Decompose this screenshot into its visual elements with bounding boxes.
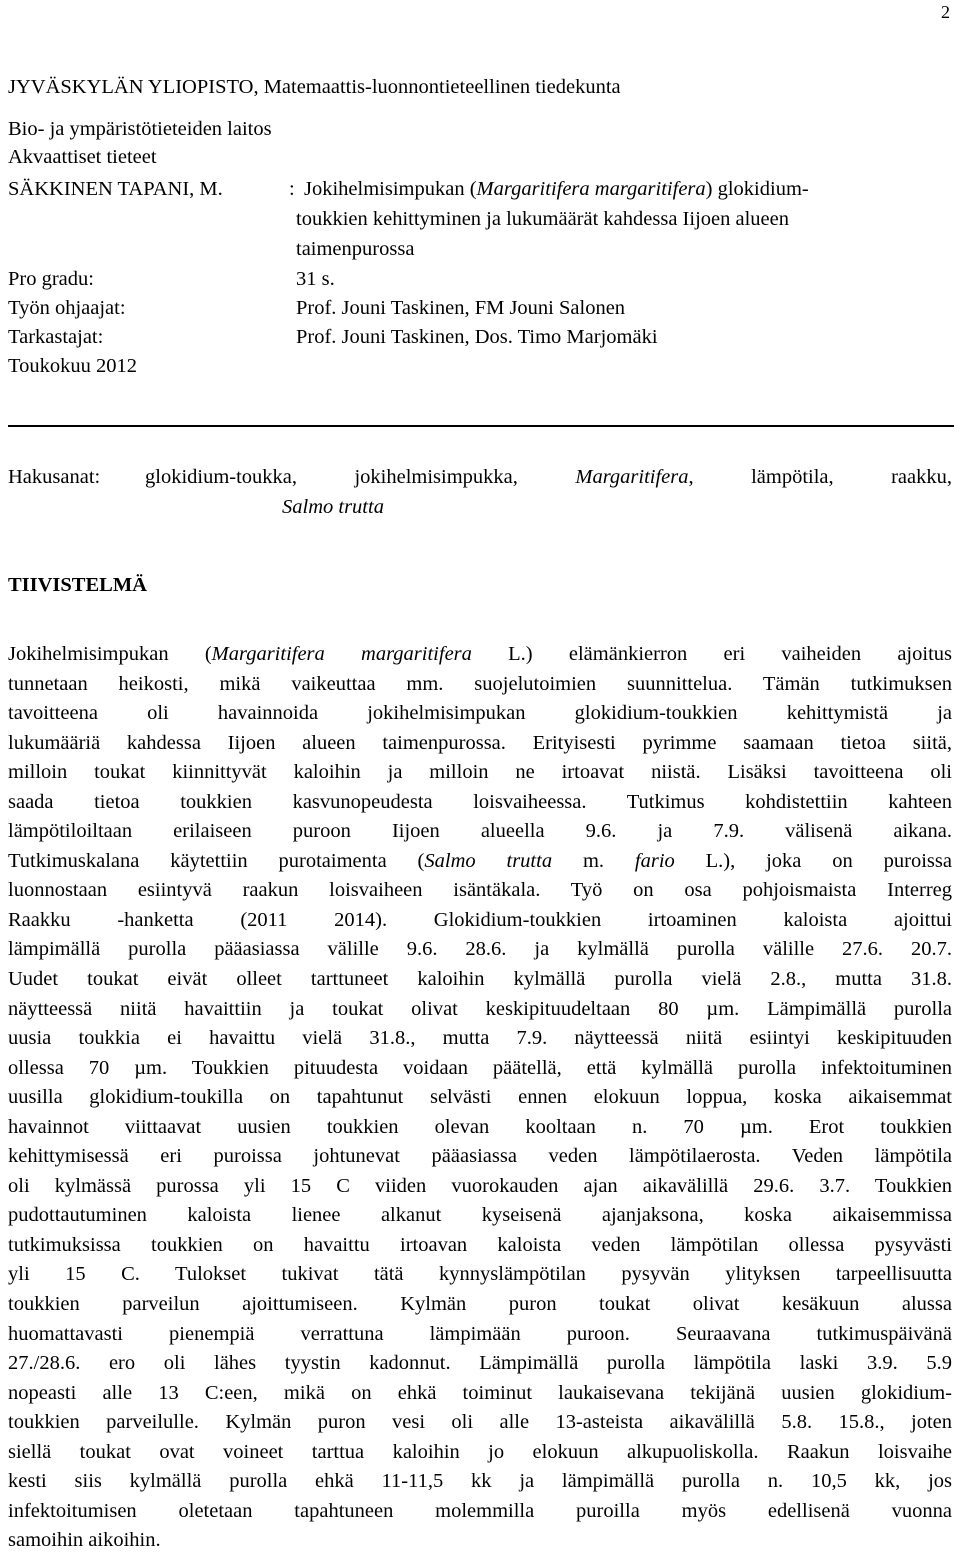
author-name: SÄKKINEN TAPANI, M. [8, 178, 223, 200]
meta-label: Työn ohjaajat: [8, 297, 126, 319]
programme-line: Akvaattiset tieteet [8, 146, 157, 168]
abstract-line: toukkien parveilulle. Kylmän puron vesi oli alle 13-asteista aikavälillä 5.8. 15.8., joten [8, 1411, 952, 1434]
keywords-continuation: Salmo trutta [282, 496, 384, 518]
section-title: TIIVISTELMÄ [8, 574, 147, 596]
species-name: Margaritifera margaritifera [476, 178, 706, 200]
keywords-text: glokidium-toukka, jokihelmisimpukka, Margaritifera, lämpötila, raakku, [145, 466, 953, 488]
meta-label: Tarkastajat: [8, 326, 104, 348]
meta-row-supervisors [8, 293, 952, 322]
abstract-line: näytteessä niitä havaittiin ja toukat olivat keskipituudeltaan 80 µm. Lämpimällä purolla [8, 997, 952, 1020]
abstract-line: oli kylmässä purossa yli 15 C viiden vuorokauden ajan aikavälillä 29.6. 3.7. Toukkien [8, 1174, 952, 1197]
abstract-line: Raakku -hanketta (2011 2014). Glokidium-toukkien irtoaminen kaloista ajoittui [8, 908, 952, 931]
abstract-line: nopeasti alle 13 C:een, mikä on ehkä toiminut laukaisevana tekijänä uusien glokidium- [8, 1381, 952, 1404]
abstract-line: ollessa 70 µm. Toukkien pituudesta voidaan päätellä, että kylmällä purolla infektoituminen [8, 1056, 952, 1079]
abstract-line: 27./28.6. ero oli lähes tyystin kadonnut. Lämpimällä purolla lämpötila laski 3.9. 5.9 [8, 1352, 952, 1375]
meta-value: 31 s. [296, 268, 335, 290]
abstract-line: yli 15 C. Tulokset tukivat tätä kynnyslämpötilan pysyvän ylityksen tarpeellisuutta [8, 1263, 952, 1286]
abstract-line: siellä toukat ovat voineet tarttua kaloihin jo elokuun alkupuoliskolla. Raakun loisvaihe [8, 1440, 952, 1463]
thesis-title-line-2: toukkien kehittyminen ja lukumäärät kahdessa Iijoen alueen [296, 208, 789, 230]
abstract-line: luonnostaan esiintyvä raakun loisvaiheen isäntäkala. Työ on osa pohjoismaista Interreg [8, 879, 952, 902]
abstract-line: milloin toukat kiinnittyvät kaloihin ja milloin ne irtoavat niistä. Lisäksi tavoitteena oli [8, 761, 952, 784]
date-line: Toukokuu 2012 [8, 355, 137, 377]
abstract-line: infektoitumisen oletetaan tapahtuneen molemmilla puroilla myös edellisenä vuonna [8, 1499, 952, 1522]
abstract-line: Uudet toukat eivät olleet tarttuneet kaloihin kylmällä purolla vielä 2.8., mutta 31.8. [8, 968, 952, 991]
abstract-body [8, 639, 952, 1555]
abstract-line: huomattavasti pienempiä verrattuna lämpimään puroon. Seuraavana tutkimuspäivänä [8, 1322, 952, 1345]
abstract-line: tutkimuksissa toukkien on havaittu irtoavan kaloista veden lämpötilan ollessa pysyvästi [8, 1233, 952, 1256]
meta-row-examiners [8, 322, 952, 351]
meta-value: Prof. Jouni Taskinen, Dos. Timo Marjomäki [296, 326, 658, 348]
abstract-line: lukumääriä kahdessa Iijoen alueen taimenpurossa. Erityisesti pyrimme saamaan tietoa siitä, [8, 731, 952, 754]
thesis-header [8, 72, 952, 381]
abstract-line: Jokihelmisimpukan (Margaritifera margaritifera L.) elämänkierron eri vaiheiden ajoitus [8, 643, 952, 665]
abstract-line: Tutkimuskalana käytettiin purotaimenta (Salmo trutta m. fario L.), joka on puroissa [8, 849, 952, 872]
divider [8, 425, 954, 427]
abstract-line: toukkien parveilun ajoittumiseen. Kylmän puron toukat olivat kesäkuun alussa [8, 1293, 952, 1316]
meta-row-pro-gradu [8, 264, 952, 293]
thesis-title-line-3: taimenpurossa [296, 238, 415, 260]
page-number: 2 [941, 2, 950, 22]
abstract-line: tunnetaan heikosti, mikä vaikeuttaa mm. suojelutoimien suunnittelua. Tämän tutkimuksen [8, 672, 952, 695]
keywords-label: Hakusanat: [8, 466, 101, 488]
meta-value: Prof. Jouni Taskinen, FM Jouni Salonen [296, 297, 626, 319]
thesis-title-line-1: Jokihelmisimpukan (Margaritifera margaritifera) glokidium- [304, 178, 809, 200]
meta-label: Pro gradu: [8, 268, 94, 290]
abstract-line: samoihin aikoihin. [8, 1529, 161, 1552]
abstract-line: lämpimällä purolla pääasiassa välille 9.6. 28.6. ja kylmällä purolla välille 27.6. 20.7. [8, 938, 952, 961]
department-line: Bio- ja ympäristötieteiden laitos [8, 118, 272, 140]
abstract-line: saada tietoa toukkien kasvunopeudesta loisvaiheessa. Tutkimus kohdistettiin kahteen [8, 790, 952, 813]
abstract-line: lämpötiloiltaan erilaiseen puroon Iijoen alueella 9.6. ja 7.9. välisenä aikana. [8, 820, 952, 843]
abstract-line: tavoitteena oli havainnoida jokihelmisimpukan glokidium-toukkien kehittymistä ja [8, 702, 952, 725]
author-title-row [8, 174, 952, 204]
abstract-line: havainnot viittaavat uusien toukkien olevan kooltaan n. 70 µm. Erot toukkien [8, 1115, 952, 1138]
author-colon: : [289, 178, 295, 200]
abstract-line: kehittymisessä eri puroissa johtunevat pääasiassa veden lämpötilaerosta. Veden lämpötila [8, 1145, 952, 1168]
keywords-block [8, 462, 952, 522]
abstract-line: kesti siis kylmällä purolla ehkä 11-11,5 kk ja lämpimällä purolla n. 10,5 kk, jos [8, 1470, 952, 1493]
abstract-line: uusilla glokidium-toukilla on tapahtunut selvästi ennen elokuun loppua, koska aikaisemmat [8, 1086, 952, 1109]
keywords-row [8, 462, 952, 492]
university-line: JYVÄSKYLÄN YLIOPISTO, Matemaattis-luonnontieteellinen tiedekunta [8, 76, 621, 98]
abstract-line: pudottautuminen kaloista lienee alkanut kyseisenä ajanjaksona, koska aikaisemmissa [8, 1204, 952, 1227]
abstract-line: uusia toukkia ei havaittu vielä 31.8., mutta 7.9. näytteessä niitä esiintyi keskipituuden [8, 1027, 952, 1050]
